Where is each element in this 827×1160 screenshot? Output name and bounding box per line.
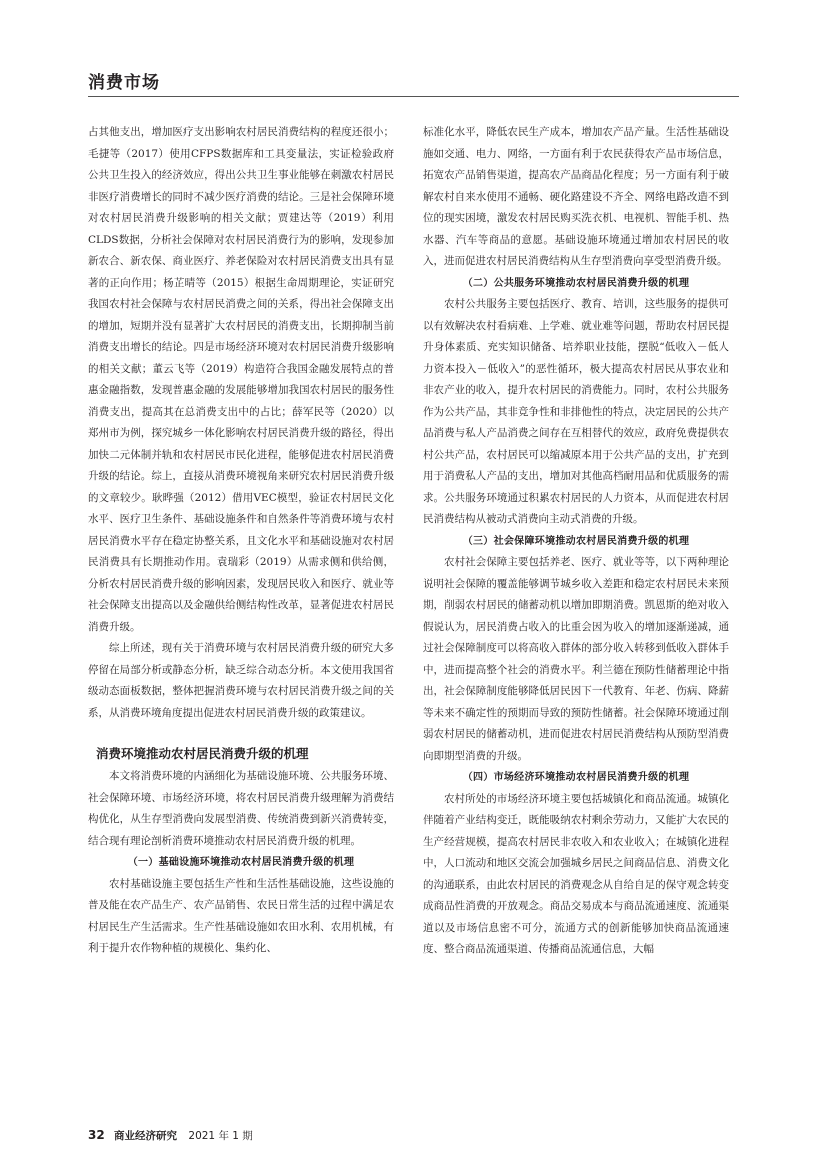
page-footer [88, 1128, 253, 1143]
left-column [88, 122, 394, 960]
subsection-heading: （二）公共服务环境推动农村居民消费升级的机理 [462, 277, 690, 289]
subsection-heading: （一）基础设施环境推动农村居民消费升级的机理 [127, 857, 355, 868]
body-paragraph: 农村社会保障主要包括养老、医疗、就业等等，以下两种理论说明社会保障的覆盖能够调节城乡收入差距和稳定农村居民未来预期，削弱农村居民的储蓄动机以增加即期消费。凯恩斯的绝对收入假说认为，居民消费占收入的比重会因为收入的增加逐渐递减，通过社会保障制度可以将高收入群体的部分收入转移到低收入群体手中，进而提高整个社会的消费水平。利兰德在预防性储蓄理论中指出，社会保障制度能够降低居民因下一代教育、年老、伤病、降薪等未来不确定性的预期而导致的预防性储蓄。社会保障环境通过削弱农村居民的储蓄动机，进而促进农村居民消费结构从预防型消费向即期型消费的升级。 [423, 556, 729, 762]
subsection-heading: （三）社会保障环境推动农村居民消费升级的机理 [462, 535, 690, 547]
body-paragraph: 占其他支出，增加医疗支出影响农村居民消费结构的程度还很小；毛捷等（2017）使用CFPS数据库和工具变量法，实证检验政府公共卫生投入的经济效应，得出公共卫生事业能够在刺激农村居民非医疗消费增长的同时不减少医疗消费的结论。三是社会保障环境对农村居民消费升级影响的相关文献；贾建达等（2019）利用CLDS数据，分析社会保障对农村居民消费行为的影响，发现参加新农合、新农保、商业医疗、养老保险对农村居民消费支出具有显著的正向作用；杨芷晴等（2015）根据生命周期理论，实证研究我国农村社会保障与农村居民消费之间的关系，得出社会保障支出的增加，短期并没有显著扩大农村居民的消费支出，长期抑制当前消费支出增长的结论。四是市场经济环境对农村居民消费升级影响的相关文献；董云飞等（2019）构造符合我国金融发展特点的普惠金融指数，发现普惠金融的发展能够增加我国农村居民的服务性消费支出，提高其在总消费支出中的占比；薛军民等（2020）以郑州市为例，探究城乡一体化影响农村居民消费升级的路径，得出加快二元体制并轨和农村居民市民化进程，能够促进农村居民消费升级的结论。综上，直接从消费环境视角来研究农村居民消费升级的文章较少。耿晔强（2012）借用VEC模型，验证农村居民文化水平、医疗卫生条件、基础设施条件和自然条件等消费环境与农村居民消费水平存在稳定协整关系，且文化水平和基础设施对农村居民消费具有长期推动作用。袁瑞彩（2019）从需求侧和供给侧，分析农村居民消费升级的影响因素，发现居民收入和医疗、就业等社会保障支出提高以及金融供给侧结构性改革，显著促进农村居民消费升级。 [88, 126, 394, 633]
body-paragraph: 农村公共服务主要包括医疗、教育、培训，这些服务的提供可以有效解决农村看病难、上学难、就业难等问题，帮助农村居民提升身体素质、充实知识储备、培养职业技能，摆脱“低收入－低人力资本投入－低收入”的恶性循环，极大提高农村居民从事农业和非农产业的收入，提升农村居民的消费能力。同时，农村公共服务作为公共产品，其非竞争性和非排他性的特点，决定居民的公共产品消费与私人产品消费之间存在互相替代的效应，政府免费提供农村公共产品，农村居民可以缩减原本用于公共产品的支出，扩充到用于消费私人产品的支出，增加对其他高档耐用品和优质服务的需求。公共服务环境通过积累农村居民的人力资本，从而促进农村居民消费结构从被动式消费向主动式消费的升级。 [423, 298, 729, 525]
right-column [423, 122, 729, 961]
page-number: 32 [88, 1128, 105, 1142]
header-rule [88, 96, 739, 97]
body-paragraph: 标准化水平，降低农民生产成本，增加农产品产量。生活性基础设施如交通、电力、网络，一方面有利于农民获得农产品市场信息，拓宽农产品销售渠道，提高农产品商品化程度；另一方面有利于破解农村自来水使用不通畅、硬化路建设不齐全、网络电路改造不到位的现实困境，激发农村居民购买洗衣机、电视机、智能手机、热水器、汽车等商品的意愿。基础设施环境通过增加农村居民的收入，进而促进农村居民消费结构从生存型消费向享受型消费升级。 [423, 126, 729, 267]
body-paragraph: 综上所述，现有关于消费环境与农村居民消费升级的研究大多停留在局部分析或静态分析，缺乏综合动态分析。本文使用我国省级动态面板数据，整体把握消费环境与农村居民消费升级之间的关系，从消费环境角度提出促进农村居民消费升级的政策建议。 [88, 642, 394, 719]
issue-label: 2021 年 1 期 [188, 1130, 253, 1142]
body-paragraph: 本文将消费环境的内涵细化为基础设施环境、公共服务环境、社会保障环境、市场经济环境，将农村居民消费升级理解为消费结构优化，从生存型消费向发展型消费、传统消费到新兴消费转变，结合现有理论剖析消费环境推动农村居民消费升级的机理。 [88, 770, 394, 847]
body-paragraph: 农村基础设施主要包括生产性和生活性基础设施，这些设施的普及能在农产品生产、农产品销售、农民日常生活的过程中满足农村居民生产生活需求。生产性基础设施如农田水利、农用机械，有利于提升农作物种植的规模化、集约化、 [88, 877, 394, 954]
subsection-heading: （四）市场经济环境推动农村居民消费升级的机理 [462, 772, 690, 783]
section-header: 消费市场 [88, 73, 160, 93]
body-paragraph: 农村所处的市场经济环境主要包括城镇化和商品流通。城镇化伴随着产业结构变迁，既能吸纳农村剩余劳动力，又能扩大农民的生产经营规模，提高农村居民非农收入和农业收入；在城镇化进程中，人口流动和地区交流会加强城乡居民之间商品信息、消费文化的沟通联系，由此农村居民的消费观念从自给自足的保守观念转变成商品性消费的开放观念。商品交易成本与商品流通速度、流通渠道以及市场信息密不可分，流通方式的创新能够加快商品流通速度、整合商品流通渠道、传播商品流通信息，大幅 [423, 792, 729, 955]
section-title: 消费环境推动农村居民消费升级的机理 [96, 746, 309, 761]
journal-name: 商业经济研究 [114, 1130, 178, 1142]
